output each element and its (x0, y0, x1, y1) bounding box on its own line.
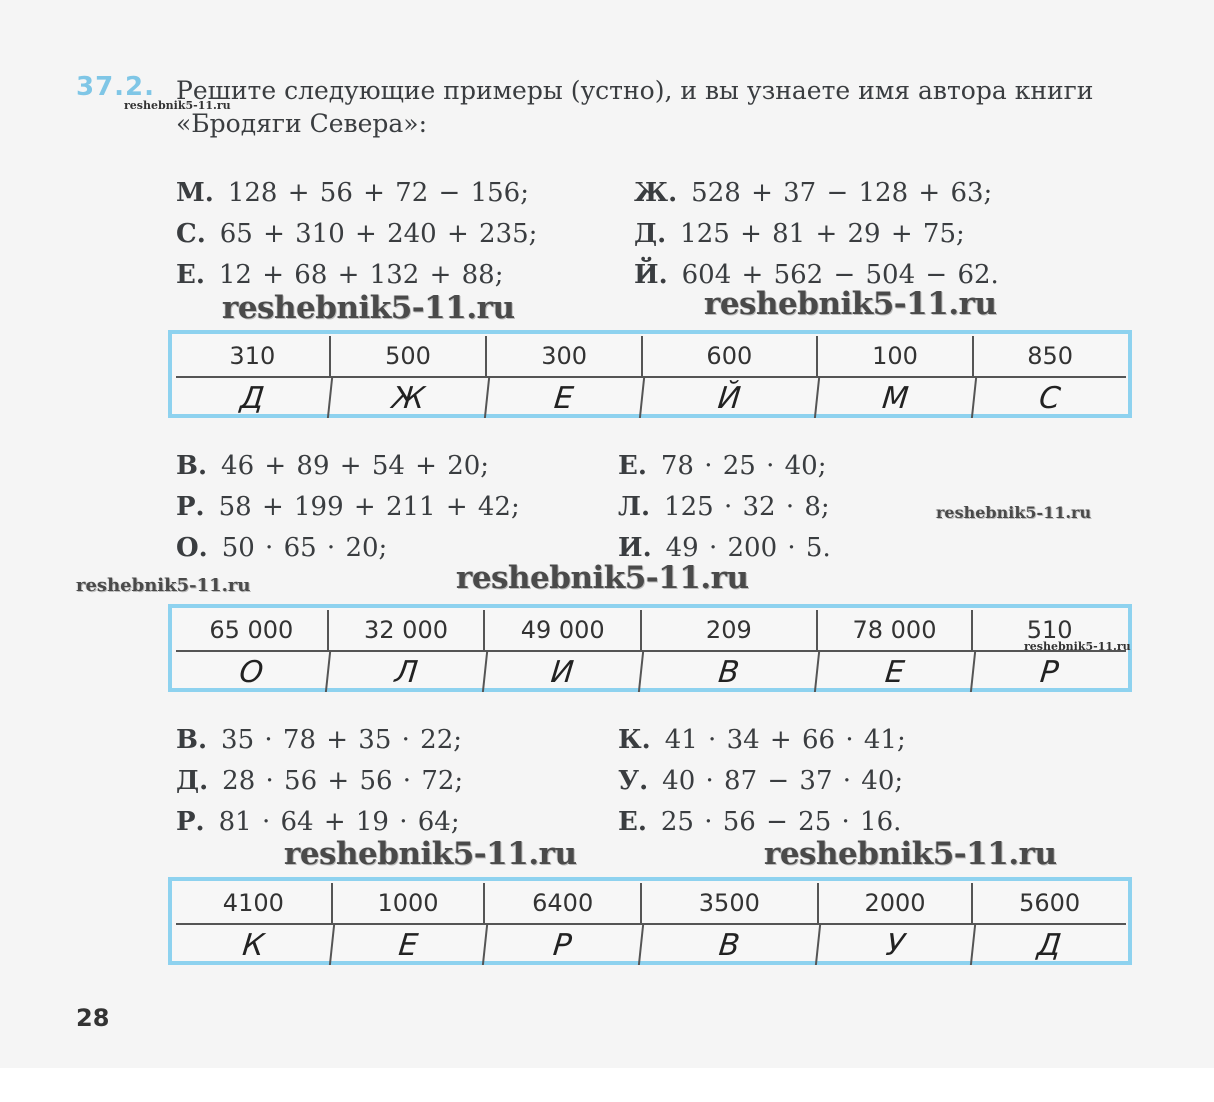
example-e: Е. 25 · 56 − 25 · 16. (618, 807, 902, 837)
table-cell: 2000 (819, 883, 974, 923)
watermark: reshebnik5-11.ru (124, 99, 231, 112)
table-cell: 850 (1027, 342, 1074, 370)
example-m: М. 128 + 56 + 72 − 156; (176, 178, 529, 208)
watermark: reshebnik5-11.ru (936, 503, 1092, 522)
table-cell: 6400 (485, 883, 642, 923)
example-d: Д. 28 · 56 + 56 · 72; (176, 766, 464, 796)
answer-table-values (176, 336, 1126, 378)
example-zh: Ж. 528 + 37 − 128 + 63; (634, 178, 993, 208)
table-cell: 49 000 (485, 610, 642, 650)
table-cell: 3500 (642, 883, 819, 923)
table-cell: 500 (331, 336, 488, 376)
exercise-text-line1: Решите следующие примеры (устно), и вы узнаете имя автора книги (176, 76, 1094, 105)
handwritten-answer: Р (1038, 654, 1061, 690)
example-r: Р. 81 · 64 + 19 · 64; (176, 807, 460, 837)
example-d: Д. 125 + 81 + 29 + 75; (634, 219, 965, 249)
table-cell: 32 000 (329, 610, 486, 650)
example-u: У. 40 · 87 − 37 · 40; (618, 766, 904, 796)
watermark: reshebnik5-11.ru (284, 836, 577, 872)
example-o: О. 50 · 65 · 20; (176, 533, 388, 563)
answer-table-1 (168, 330, 1132, 418)
table-cell: 600 (643, 336, 818, 376)
watermark: reshebnik5-11.ru (1024, 640, 1131, 653)
exercise-text-line2: «Бродяги Севера»: (176, 109, 428, 138)
handwritten-answer: В (640, 652, 820, 692)
handwritten-answer: С (1037, 380, 1063, 416)
example-j: Й. 604 + 562 − 504 − 62. (634, 260, 999, 290)
example-v: В. 35 · 78 + 35 · 22; (176, 725, 463, 755)
exercise-number: 37.2. (76, 72, 156, 102)
table-cell: 310 (176, 336, 331, 376)
answer-table-letters (176, 652, 1126, 692)
handwritten-answer: Е (485, 378, 645, 418)
answer-table-3 (168, 877, 1132, 965)
table-cell: 4100 (176, 883, 333, 923)
answer-table-values (176, 883, 1126, 925)
exercise-text (176, 74, 1156, 140)
table-cell: 5600 (1019, 889, 1081, 917)
answer-table-values (176, 610, 1126, 652)
example-l: Л. 125 · 32 · 8; (618, 492, 830, 522)
handwritten-answer: Д (174, 378, 333, 418)
example-r: Р. 58 + 199 + 211 + 42; (176, 492, 520, 522)
handwritten-answer: И (483, 652, 644, 692)
example-k: К. 41 · 34 + 66 · 41; (618, 725, 906, 755)
table-cell: 100 (818, 336, 975, 376)
handwritten-answer: Е (331, 925, 488, 965)
example-s: С. 65 + 310 + 240 + 235; (176, 219, 538, 249)
handwritten-answer: В (640, 925, 821, 965)
handwritten-answer: Ж (329, 378, 490, 418)
table-cell: 510 (1026, 616, 1073, 644)
watermark: reshebnik5-11.ru (76, 575, 251, 596)
answer-table-letters (176, 378, 1126, 418)
handwritten-answer: Е (816, 652, 976, 692)
answer-table-letters (176, 925, 1126, 965)
example-e: Е. 12 + 68 + 132 + 88; (176, 260, 504, 290)
table-cell: 300 (487, 336, 643, 376)
page-number: 28 (76, 1004, 110, 1032)
handwritten-answer: Р (483, 925, 644, 965)
handwritten-answer: М (816, 378, 977, 418)
table-cell: 209 (642, 610, 818, 650)
watermark: reshebnik5-11.ru (222, 290, 515, 326)
example-e: Е. 78 · 25 · 40; (618, 451, 827, 481)
handwritten-answer: У (817, 925, 976, 965)
watermark: reshebnik5-11.ru (764, 836, 1057, 872)
example-v: В. 46 + 89 + 54 + 20; (176, 451, 490, 481)
example-i: И. 49 · 200 · 5. (618, 533, 831, 563)
answer-table-2 (168, 604, 1132, 692)
table-cell: 1000 (333, 883, 486, 923)
handwritten-answer: О (174, 652, 331, 692)
handwritten-answer: Д (1036, 927, 1064, 963)
handwritten-answer: К (174, 925, 335, 965)
watermark: reshebnik5-11.ru (456, 560, 749, 596)
watermark: reshebnik5-11.ru (704, 286, 997, 322)
table-cell: 78 000 (818, 610, 974, 650)
handwritten-answer: Л (327, 652, 488, 692)
table-cell: 65 000 (176, 610, 329, 650)
handwritten-answer: Й (641, 378, 820, 418)
